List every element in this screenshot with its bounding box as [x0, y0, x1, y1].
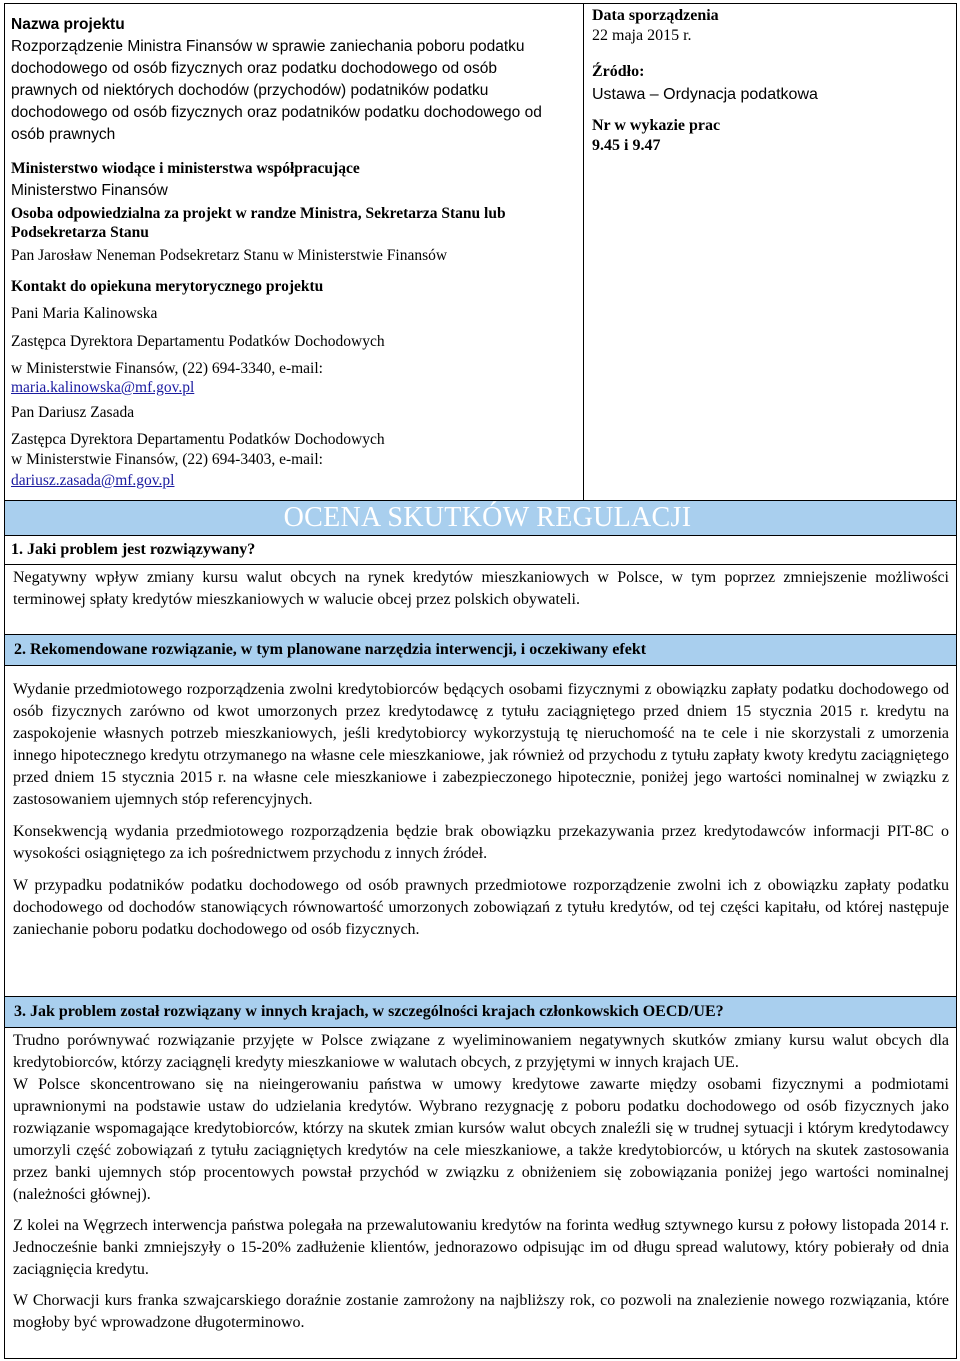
- section-3-paragraph-1: Trudno porównywać rozwiązanie przyjęte w Polsce związane z wyeliminowaniem negatywnych skutków zmiany kursu walut obcych dla kredytobiorców, którzy zaciągnęli kredyty mieszkaniowe w walutach obcych, z przyjętymi w innych krajach UE.: [13, 1032, 949, 1071]
- header-block: [11, 14, 581, 492]
- project-name: Rozporządzenie Ministra Finansów w sprawie zaniechania poboru podatku dochodowego od osób fizycznych oraz podatku dochodowego od osób prawnych od niektórych dochodów (przychodów) podatników podatku dochodowego od osób fizycznych oraz podatników podatku dochodowego od osób prawnych: [11, 38, 542, 143]
- responsible-label: Osoba odpowiedzialna za projekt w randze Ministra, Sekretarza Stanu lub Podsekretarza Stanu: [11, 205, 506, 241]
- list-label: Nr w wykazie prac: [592, 117, 721, 134]
- contact-label: Kontakt do opiekuna merytorycznego projektu: [11, 278, 324, 295]
- section-2-heading-row: [5, 635, 956, 665]
- date: 22 maja 2015 r.: [592, 27, 692, 44]
- section-2-paragraph-2: Konsekwencją wydania przedmiotowego rozporządzenia będzie brak obowiązku przekazywania przez kredytodawców informacji PIT-8C o wysokości osiągniętego za ich pośrednictwem przychodu z innych źródeł.: [13, 823, 949, 862]
- responsible: Pan Jarosław Neneman Podsekretarz Stanu w Ministerstwie Finansów: [11, 247, 448, 264]
- source: Ustawa – Ordynacja podatkowa: [592, 86, 818, 103]
- section-2-body: [13, 679, 949, 941]
- contact1-role: Zastępca Dyrektora Departamentu Podatków Dochodowych: [11, 333, 385, 350]
- contact1-email-link[interactable]: maria.kalinowska@mf.gov.pl: [11, 379, 195, 396]
- rule: [5, 665, 956, 666]
- section-2-paragraph-3: W przypadku podatników podatku dochodowego od osób prawnych przedmiotowe rozporządzenie zwolni ich z obowiązku zapłaty podatku dochodowego od dochodów stanowiących równowartość umorzonych zobowiązań z tytułu kredytów, od tej części kapitału, od której następuje zaniechanie poboru podatku dochodowego od osób fizycznych.: [13, 877, 949, 938]
- side-block: [592, 6, 952, 156]
- contact1-details: w Ministerstwie Finansów, (22) 694-3340, e-mail:: [11, 360, 323, 377]
- banner: [5, 500, 956, 536]
- source-label: Źródło:: [592, 63, 645, 80]
- list-number: 9.45 i 9.47: [592, 137, 661, 154]
- ministry-label: Ministerstwo wiodące i ministerstwa współpracujące: [11, 160, 360, 177]
- rule: [5, 564, 956, 565]
- contact1-name: Pani Maria Kalinowska: [11, 305, 158, 322]
- section-1-heading-row: [5, 536, 956, 564]
- section-3-heading: 3. Jak problem został rozwiązany w innych krajach, w szczególności krajach członkowskich OECD/UE?: [14, 1003, 724, 1020]
- date-label: Data sporządzenia: [592, 7, 719, 24]
- header-divider: [583, 4, 584, 500]
- section-2-heading: 2. Rekomendowane rozwiązanie, w tym planowane narzędzia interwencji, i oczekiwany efekt: [14, 641, 647, 658]
- document-page: [4, 3, 957, 1359]
- contact2-details: w Ministerstwie Finansów, (22) 694-3403, e-mail:: [11, 451, 323, 468]
- contact2-email-link[interactable]: dariusz.zasada@mf.gov.pl: [11, 472, 175, 489]
- section-1-heading: 1. Jaki problem jest rozwiązywany?: [11, 541, 256, 558]
- contact2-name: Pan Dariusz Zasada: [11, 404, 135, 421]
- rule: [5, 1027, 956, 1028]
- banner-title: OCENA SKUTKÓW REGULACJI: [283, 502, 692, 533]
- project-name-label: Nazwa projektu: [11, 16, 125, 33]
- section-1-body: [13, 567, 949, 611]
- section-2-paragraph-1: Wydanie przedmiotowego rozporządzenia zwolni kredytobiorców będących osobami fizycznymi z obowiązku zapłaty podatku dochodowego od osób fizycznych zarówno od kwot umorzonych przez kredytodawcę z tytułu zaciągniętego przed dniem 15 stycznia 2015 r. kredytu na zaspokojenie własnych potrzeb mieszkaniowych, jeśli kredytobiorcy wykorzystują tę nieruchomość na te cele i nie skorzystali z umorzenia innego hipotecznego kredytu otrzymanego na własne cele mieszkaniowe, jak również od przychodu z tytułu zapłaty kwoty kredytu zaciągniętego przed dniem 15 stycznia 2015 r. na własne cele mieszkaniowe i zabezpieczonego hipotecznie, poniżej jego wartości nominalnej w związku z zastosowaniem ujemnych stóp referencyjnych.: [13, 681, 949, 808]
- contact2-role: Zastępca Dyrektora Departamentu Podatków Dochodowych: [11, 431, 385, 448]
- ministry: Ministerstwo Finansów: [11, 182, 168, 199]
- section-3-body: [13, 1030, 949, 1334]
- section-3-heading-row: [5, 997, 956, 1027]
- section-3-paragraph-2: W Polsce skoncentrowano się na nieingerowaniu państwa w umowy kredytowe zawarte między osobami fizycznymi a podmiotami uprawnionymi na podstawie ustaw do udzielania kredytów. Wybrano rezygnację z poboru podatku dochodowego od osób fizycznych jako rozwiązanie wspomagające kredytobiorców, którzy na skutek zmian kursów walut obcych znaleźli się w trudnej sytuacji i którym kredytodawcy umorzyli część zobowiązań z tytułu zaciągniętych kredytów na cele mieszkaniowe, a także kredytobiorców, u których na skutek zastosowania przez banki ujemnych stóp procentowych powstał przychód w związku z obniżeniem się zobowiązania poniżej jego wartości nominalnej (należności głównej).: [13, 1076, 949, 1203]
- section-3-paragraph-3: Z kolei na Węgrzech interwencja państwa polegała na przewalutowaniu kredytów na forinta według sztywnego kursu z połowy listopada 2014 r. Jednocześnie banki zmniejszyły o 15-20% zadłużenie klientów, jednorazowo odpisując im od długu spread walutowy, który pobierały od dnia zaciągnięcia kredytu.: [13, 1217, 949, 1278]
- section-3-paragraph-4: W Chorwacji kurs franka szwajcarskiego doraźnie zostanie zamrożony na najbliższy rok, co pozwoli na znalezienie nowego rozwiązania, które mogłoby być wprowadzone długoterminowo.: [13, 1292, 949, 1331]
- section-1-paragraph: Negatywny wpływ zmiany kursu walut obcych na rynek kredytów mieszkaniowych w Polsce, w tym poprzez zmniejszenie możliwości terminowej spłaty kredytów mieszkaniowych w walucie obcej przez polskich obywateli.: [13, 569, 949, 608]
